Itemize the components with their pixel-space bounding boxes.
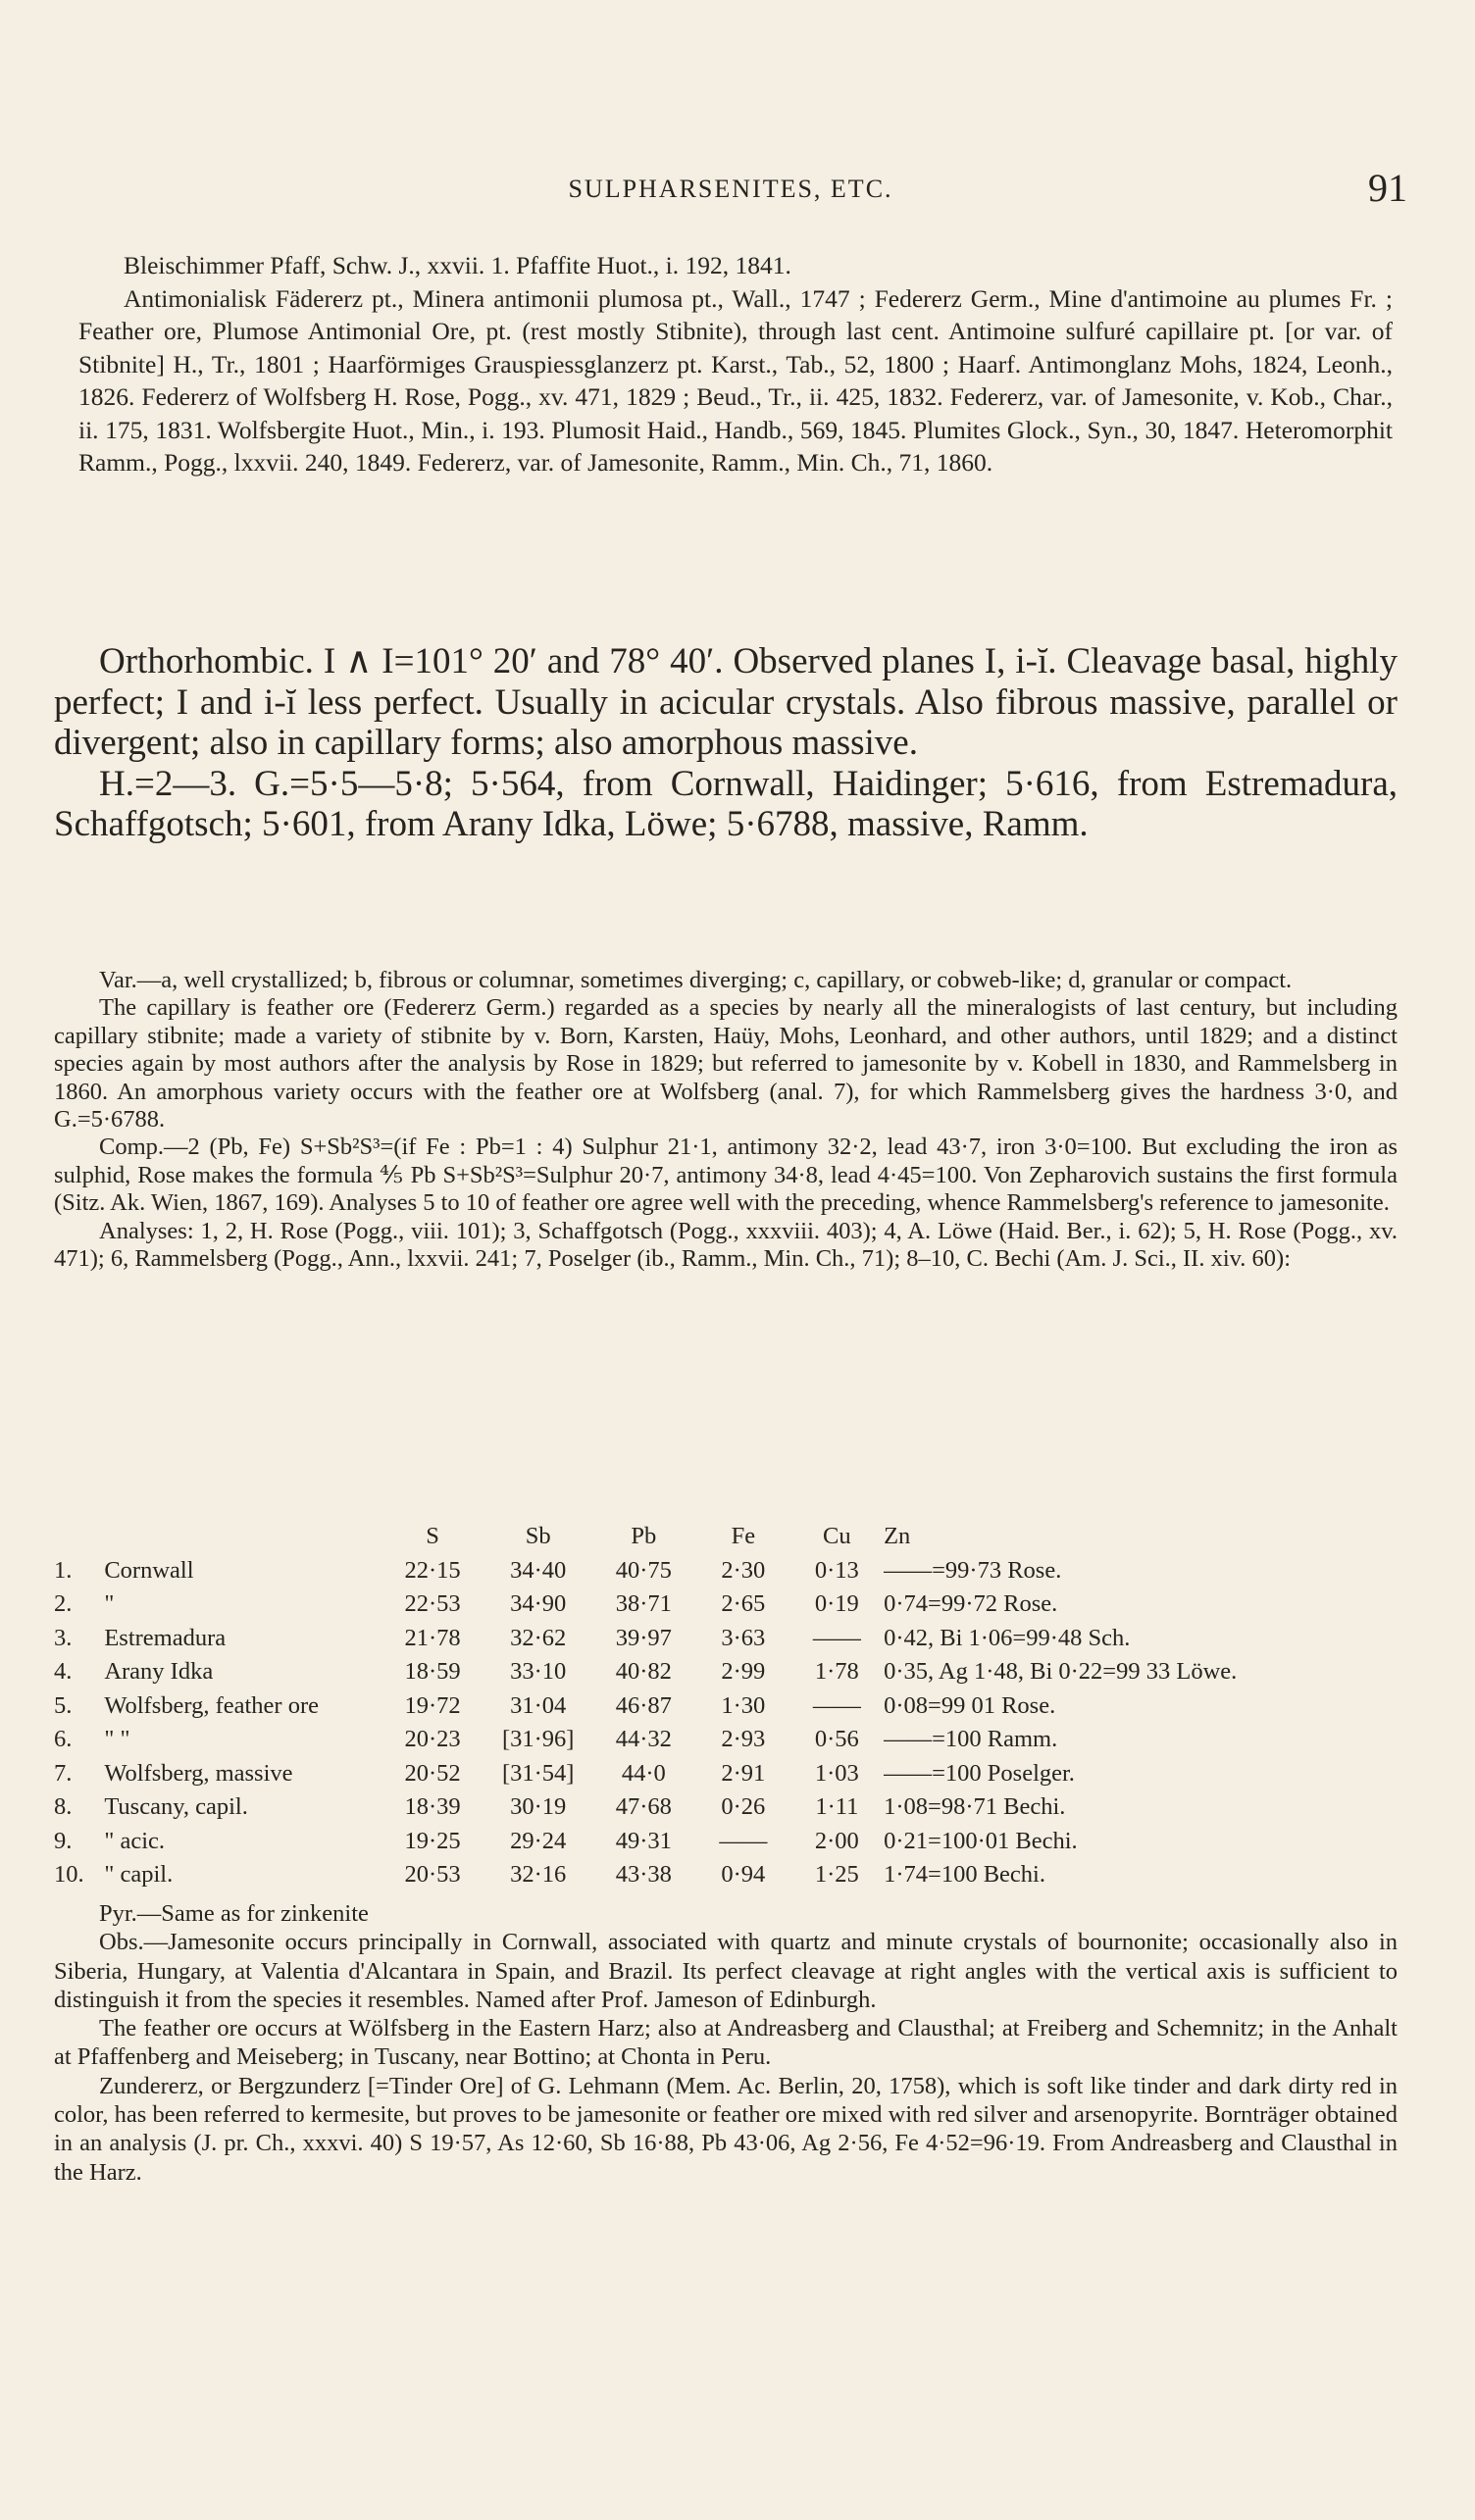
cell-loc: Tuscany, capil. [104, 1793, 248, 1820]
cell-sb: [31·96] [501, 1726, 575, 1752]
varieties-note: Var.—a, well crystallized; b, fibrous or columnar, sometimes diverging; c, capillary, or cobweb-like; d, granular or compact. [99, 967, 1293, 993]
cell-s: 20·53 [404, 1861, 461, 1888]
cell-cu: 0·13 [814, 1556, 859, 1584]
cell-pb: 49·31 [615, 1827, 672, 1854]
cell-pb: 39·97 [615, 1624, 672, 1651]
cell-fe: 0·26 [721, 1793, 766, 1820]
table-body [54, 1554, 1427, 1892]
table-row [54, 1689, 1427, 1724]
cell-rest: 0·21=100·01 Bechi. [884, 1827, 1078, 1854]
closing-block [54, 1899, 1398, 2187]
cell-loc: Cornwall [104, 1556, 194, 1584]
cell-cu: 0·56 [814, 1726, 859, 1752]
pyr-note: Pyr.—Same as for zinkenite [99, 1900, 369, 1927]
cell-n: 7. [54, 1759, 73, 1787]
cell-s: 20·23 [404, 1726, 461, 1752]
cell-n: 1. [54, 1556, 73, 1584]
col-header-sb: Sb [525, 1523, 551, 1549]
cell-loc: " " [104, 1726, 130, 1752]
cell-loc: " capil. [104, 1861, 174, 1888]
cell-s: 19·72 [404, 1691, 461, 1719]
cell-sb: 29·24 [510, 1827, 567, 1854]
cell-fe: 2·91 [721, 1759, 766, 1787]
cell-cu: 1·03 [814, 1759, 859, 1787]
cell-fe: 2·93 [721, 1726, 766, 1752]
cell-n: 2. [54, 1590, 73, 1617]
col-header-pb: Pb [631, 1523, 657, 1549]
cell-s: 21·78 [404, 1624, 461, 1651]
cell-cu: —— [812, 1691, 861, 1719]
description-block [54, 641, 1398, 845]
cell-fe: 3·63 [721, 1624, 766, 1651]
cell-pb: 38·71 [615, 1590, 672, 1617]
cell-s: 19·25 [404, 1827, 461, 1854]
cell-loc: " [104, 1590, 115, 1617]
cell-rest: 0·42, Bi 1·06=99·48 Sch. [884, 1624, 1131, 1651]
col-header-cu: Cu [823, 1523, 851, 1549]
cell-pb: 47·68 [615, 1793, 672, 1820]
obs-note: Obs.—Jamesonite occurs principally in Cornwall, associated with quartz and minute crystals of bournonite; occasionally also in Siberia, Hungary, at Valentia d'Alcantara in Spain, and Brazil. Its perfect cleavage at right angles with the vertical axis is sufficient to distinguish it from the species it resembles. Named after Prof. Jameson of Edinburgh. [54, 1929, 1398, 2013]
cell-loc: Estremadura [104, 1624, 227, 1651]
col-header-zn: Zn [884, 1523, 911, 1549]
cell-cu: 1·25 [814, 1861, 859, 1888]
cell-n: 9. [54, 1827, 73, 1854]
table-row [54, 1723, 1427, 1757]
page-number: 91 [1368, 166, 1407, 210]
cell-cu: 1·11 [815, 1793, 859, 1820]
zundererz-note: Zundererz, or Bergzunderz [=Tinder Ore] of G. Lehmann (Mem. Ac. Berlin, 20, 1758), which is soft like tinder and dark dirty red in color, has been referred to kermesite, but proves to be jamesonite or feather ore mixed with red silver and arsenopyrite. Bornträger obtained in an analysis (J. pr. Ch., xxxvi. 40) S 19·57, As 12·60, Sb 16·88, Pb 43·06, Ag 2·56, Fe 4·52=96·19. From Andreasberg and Clausthal in the Harz. [54, 2072, 1398, 2186]
cell-s: 18·59 [404, 1658, 461, 1685]
cell-pb: 40·82 [615, 1658, 672, 1685]
running-head: SULPHARSENITES, ETC. [568, 175, 893, 203]
cell-fe: 2·30 [721, 1556, 766, 1584]
analysis-table [54, 1520, 1427, 1892]
cell-rest: 0·08=99 01 Rose. [884, 1691, 1056, 1719]
cell-n: 10. [54, 1861, 84, 1888]
cell-sb: 33·10 [510, 1658, 567, 1685]
cell-n: 8. [54, 1793, 73, 1820]
cell-sb: 34·90 [510, 1590, 567, 1617]
cell-cu: 0·19 [814, 1590, 859, 1617]
table-row [54, 1588, 1427, 1622]
synonymy-line-2: Antimonialisk Fädererz pt., Minera antimonii plumosa pt., Wall., 1747 ; Federerz Germ., Mine d'antimoine au plumes Fr. ; Feather ore, Plumose Antimonial Ore, pt. (rest mostly Stibnite), through last cent. Antimoine sulfuré capillaire pt. [or var. of Stibnite] H., Tr., 1801 ; Haarförmiges Grauspiessglanzerz pt. Karst., Tab., 52, 1800 ; Haarf. Antimonglanz Mohs, 1824, Leonh., 1826. Federerz of Wolfsberg H. Rose, Pogg., xv. 471, 1829 ; Beud., Tr., ii. 425, 1832. Federerz, var. of Jamesonite, v. Kob., Char., ii. 175, 1831. Wolfsbergite Huot., Min., i. 193. Plumosit Haid., Handb., 569, 1845. Plumites Glock., Syn., 30, 1847. Heteromorphit Ramm., Pogg., lxxvii. 240, 1849. Federerz, var. of Jamesonite, Ramm., Min. Ch., 71, 1860. [78, 283, 1393, 477]
cell-cu: 1·78 [814, 1658, 859, 1685]
cell-loc: Wolfsberg, massive [104, 1759, 293, 1787]
cell-cu: —— [812, 1624, 861, 1651]
cell-pb: 44·32 [615, 1726, 672, 1752]
cell-rest: ——=100 Poselger. [884, 1759, 1075, 1787]
cell-fe: —— [719, 1827, 768, 1854]
feather-ore-note: The feather ore occurs at Wölfsberg in the Eastern Harz; also at Andreasberg and Clausthal; at Freiberg and Schemnitz; in the Anhalt at Pfaffenberg and Meiseberg; in Tuscany, near Bottino; at Chonta in Peru. [54, 2015, 1398, 2071]
cell-fe: 1·30 [721, 1691, 766, 1719]
cell-loc: Wolfsberg, feather ore [104, 1691, 319, 1719]
synonymy-block [78, 249, 1393, 479]
cell-pb: 43·38 [615, 1861, 672, 1888]
hardness-gravity: H.=2—3. G.=5·5—5·8; 5·564, from Cornwall, Haidinger; 5·616, from Estremadura, Schaffgotsch; 5·601, from Arany Idka, Löwe; 5·6788, massive, Ramm. [54, 763, 1398, 844]
cell-fe: 2·99 [721, 1658, 766, 1685]
cell-sb: 30·19 [510, 1793, 567, 1820]
cell-s: 18·39 [404, 1793, 461, 1820]
table-row [54, 1554, 1427, 1588]
col-header-s: S [426, 1523, 439, 1549]
cell-rest: 0·74=99·72 Rose. [884, 1590, 1058, 1617]
cell-cu: 2·00 [814, 1827, 859, 1854]
cell-s: 22·53 [404, 1590, 461, 1617]
cell-rest: 1·08=98·71 Bechi. [884, 1793, 1066, 1820]
col-header-fe: Fe [731, 1523, 756, 1549]
cell-sb: 32·16 [510, 1861, 567, 1888]
synonymy-line-1: Bleischimmer Pfaff, Schw. J., xxvii. 1. Pfaffite Huot., i. 192, 1841. [124, 251, 791, 279]
table-row [54, 1790, 1427, 1825]
cell-rest: 1·74=100 Bechi. [884, 1861, 1045, 1888]
cell-n: 6. [54, 1726, 73, 1752]
table-row [54, 1655, 1427, 1689]
capillary-note: The capillary is feather ore (Federerz Germ.) regarded as a species by nearly all the mineralogists of last century, but including capillary stibnite; made a variety of stibnite by v. Born, Karsten, Haüy, Mohs, Leonhard, and other authors, until 1829; and a distinct species again by most authors after the analysis by Rose in 1829; but referred to jamesonite by v. Kobell in 1830, and Rammelsberg in 1860. An amorphous variety occurs with the feather ore at Wolfsberg (anal. 7), for which Rammelsberg gives the hardness 3·0, and G.=5·6788. [54, 994, 1398, 1134]
cell-pb: 46·87 [615, 1691, 672, 1719]
cell-sb: 32·62 [510, 1624, 567, 1651]
cell-loc: Arany Idka [104, 1658, 214, 1685]
cell-pb: 40·75 [615, 1556, 672, 1584]
analyses-note: Analyses: 1, 2, H. Rose (Pogg., viii. 101); 3, Schaffgotsch (Pogg., xxxviii. 403); 4, A. Löwe (Haid. Ber., i. 62); 5, H. Rose (Pogg., xv. 471); 6, Rammelsberg (Pogg., Ann., lxxvii. 241; 7, Poselger (ib., Ramm., Min. Ch., 71); 8–10, C. Bechi (Am. J. Sci., II. xiv. 60): [54, 1217, 1398, 1273]
cell-rest: ——=99·73 Rose. [884, 1556, 1062, 1584]
cell-s: 20·52 [404, 1759, 461, 1787]
cell-s: 22·15 [404, 1556, 461, 1584]
cell-rest: 0·35, Ag 1·48, Bi 0·22=99 33 Löwe. [884, 1658, 1238, 1685]
cell-sb: [31·54] [501, 1759, 575, 1787]
cell-sb: 31·04 [510, 1691, 567, 1719]
cell-loc: " acic. [104, 1827, 166, 1854]
cell-pb: 44·0 [621, 1759, 666, 1787]
table-header-row [54, 1520, 1427, 1554]
cell-rest: ——=100 Ramm. [884, 1726, 1058, 1752]
cell-fe: 2·65 [721, 1590, 766, 1617]
cell-n: 3. [54, 1624, 73, 1651]
cell-fe: 0·94 [721, 1861, 766, 1888]
crystal-description: Orthorhombic. I ∧ I=101° 20′ and 78° 40′. Observed planes I, i-ĭ. Cleavage basal, highly perfect; I and i-ĭ less perfect. Usually in acicular crystals. Also fibrous massive, parallel or divergent; also in capillary forms; also amorphous massive. [54, 641, 1398, 763]
table-row [54, 1622, 1427, 1656]
table-row [54, 1858, 1427, 1892]
cell-n: 4. [54, 1658, 73, 1685]
composition-note: Comp.—2 (Pb, Fe) S+Sb²S³=(if Fe : Pb=1 : 4) Sulphur 21·1, antimony 32·2, lead 43·7, iron 3·0=100. But excluding the iron as sulphid, Rose makes the formula ⅘ Pb S+Sb²S³=Sulphur 20·7, antimony 34·8, lead 4·45=100. Von Zepharovich sustains the first formula (Sitz. Ak. Wien, 1867, 169). Analyses 5 to 10 of feather ore agree well with the preceding, whence Rammelsberg's reference to jamesonite. [54, 1134, 1398, 1217]
page-header [54, 165, 1407, 214]
cell-sb: 34·40 [510, 1556, 567, 1584]
notes-block [54, 967, 1398, 1273]
cell-n: 5. [54, 1691, 73, 1719]
table-row [54, 1757, 1427, 1791]
table-row [54, 1825, 1427, 1859]
